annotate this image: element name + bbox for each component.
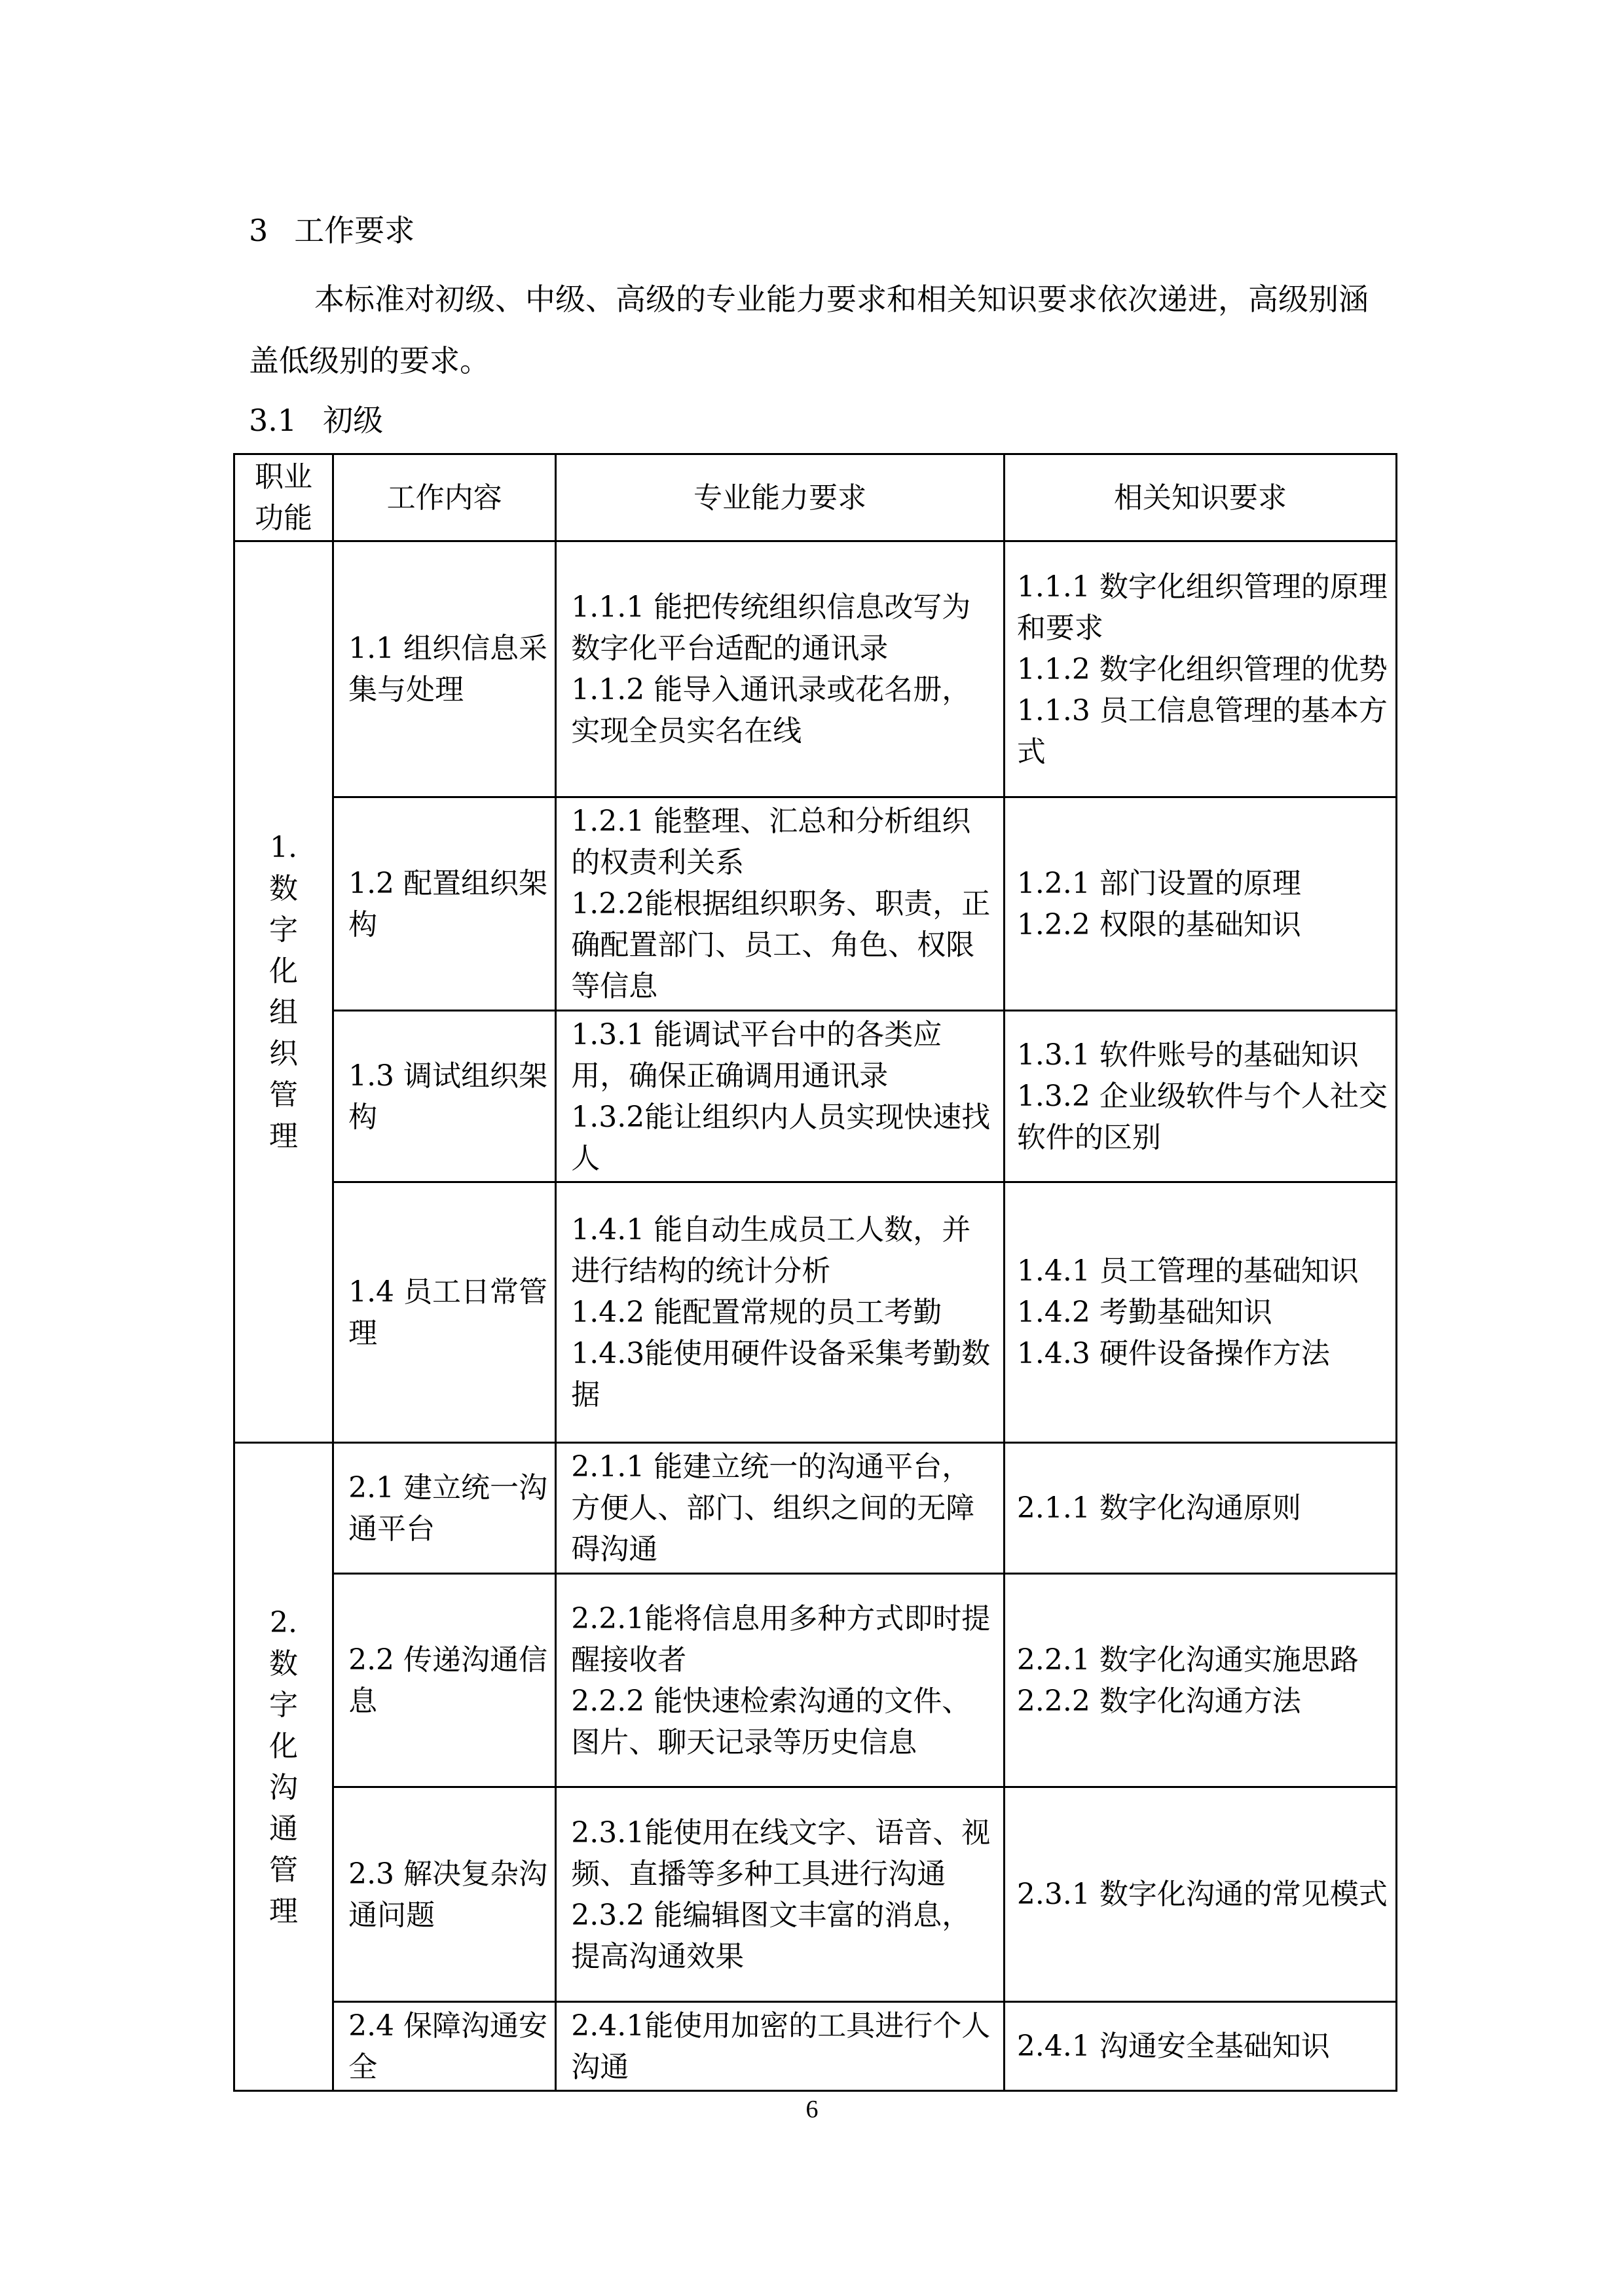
knowledge-cell xyxy=(1004,1443,1396,1574)
skill-item: 1.4.2 能配置常规的员工考勤 xyxy=(571,1296,942,1329)
content-cell: 2.1 建立统一沟通平台 xyxy=(333,1443,556,1574)
skill-item: 2.2.1能将信息用多种方式即时提醒接收者 xyxy=(571,1601,991,1677)
section-heading xyxy=(249,211,415,250)
knowledge-item: 1.4.3 硬件设备操作方法 xyxy=(1016,1337,1330,1370)
knowledge-item: 1.4.2 考勤基础知识 xyxy=(1016,1296,1272,1329)
table-row xyxy=(234,541,1397,797)
skill-item: 1.2.2能根据组织职务、职责，正确配置部门、员工、角色、权限等信息 xyxy=(571,887,991,1003)
knowledge-cell xyxy=(1004,1011,1396,1182)
skill-item: 1.4.1 能自动生成员工人数，并进行结构的统计分析 xyxy=(571,1213,971,1288)
header-function: 职业功能 xyxy=(234,454,333,541)
knowledge-item: 1.3.2 企业级软件与个人社交软件的区别 xyxy=(1016,1080,1388,1154)
section-number: 3 xyxy=(249,213,268,248)
skills-cell xyxy=(556,541,1005,797)
skills-cell xyxy=(556,1443,1005,1574)
skill-item: 1.3.2能让组织内人员实现快速找人 xyxy=(571,1100,991,1175)
table-header-row xyxy=(234,454,1397,541)
skill-item: 1.3.1 能调试平台中的各类应用，确保正确调用通讯录 xyxy=(571,1017,942,1093)
table-row xyxy=(234,797,1397,1011)
intro-paragraph: 本标准对初级、中级、高级的专业能力要求和相关知识要求依次递进，高级别涵盖低级别的要求。 xyxy=(249,282,1369,378)
skills-cell xyxy=(556,797,1005,1011)
table-row xyxy=(234,1787,1397,2002)
skills-cell xyxy=(556,1182,1005,1443)
subsection-heading xyxy=(249,401,383,440)
knowledge-cell xyxy=(1004,1182,1396,1443)
content-cell: 1.1 组织信息采集与处理 xyxy=(333,541,556,797)
knowledge-cell xyxy=(1004,797,1396,1011)
skill-item: 2.4.1能使用加密的工具进行个人沟通 xyxy=(571,2009,991,2084)
function-cell-2: 2.数字化沟通管理 xyxy=(234,1443,333,2091)
skill-item: 1.4.3能使用硬件设备采集考勤数据 xyxy=(571,1337,991,1412)
table-row xyxy=(234,1443,1397,1574)
knowledge-cell xyxy=(1004,1574,1396,1787)
knowledge-item: 1.1.2 数字化组织管理的优势 xyxy=(1016,652,1388,686)
knowledge-item: 1.1.3 员工信息管理的基本方式 xyxy=(1016,693,1388,769)
skill-item: 1.1.1 能把传统组织信息改写为数字化平台适配的通讯录 xyxy=(571,591,971,665)
content-cell: 1.3 调试组织架构 xyxy=(333,1011,556,1182)
table-row xyxy=(234,1574,1397,1787)
knowledge-item: 1.2.1 部门设置的原理 xyxy=(1016,866,1301,900)
table-row xyxy=(234,1011,1397,1182)
knowledge-item: 2.1.1 数字化沟通原则 xyxy=(1016,1491,1301,1525)
skill-item: 1.1.2 能导入通讯录或花名册，实现全员实名在线 xyxy=(571,673,971,748)
content-cell: 1.4 员工日常管理 xyxy=(333,1182,556,1443)
knowledge-item: 1.3.1 软件账号的基础知识 xyxy=(1016,1038,1359,1072)
header-skills: 专业能力要求 xyxy=(556,454,1005,541)
skill-item: 2.1.1 能建立统一的沟通平台，方便人、部门、组织之间的无障碍沟通 xyxy=(571,1450,975,1566)
header-knowledge: 相关知识要求 xyxy=(1004,454,1396,541)
knowledge-item: 1.2.2 权限的基础知识 xyxy=(1016,907,1301,941)
skill-item: 2.3.2 能编辑图文丰富的消息，提高沟通效果 xyxy=(571,1898,971,1973)
knowledge-item: 1.4.1 员工管理的基础知识 xyxy=(1016,1254,1359,1288)
knowledge-item: 2.2.2 数字化沟通方法 xyxy=(1016,1684,1301,1718)
function-cell-1: 1.数字化组织管理 xyxy=(234,541,333,1443)
knowledge-item: 2.3.1 数字化沟通的常见模式 xyxy=(1016,1878,1388,1911)
header-content: 工作内容 xyxy=(333,454,556,541)
subsection-number: 3.1 xyxy=(249,403,297,438)
table-row xyxy=(234,1182,1397,1443)
knowledge-cell xyxy=(1004,1787,1396,2002)
skills-cell xyxy=(556,2002,1005,2091)
skill-item: 2.2.2 能快速检索沟通的文件、图片、聊天记录等历史信息 xyxy=(571,1684,971,1759)
knowledge-item: 2.4.1 沟通安全基础知识 xyxy=(1016,2030,1330,2063)
section-title: 工作要求 xyxy=(294,213,415,248)
skills-cell xyxy=(556,1787,1005,2002)
skills-cell xyxy=(556,1574,1005,1787)
content-cell: 2.4 保障沟通安全 xyxy=(333,2002,556,2091)
content-cell: 2.2 传递沟通信息 xyxy=(333,1574,556,1787)
skills-cell xyxy=(556,1011,1005,1182)
content-cell: 2.3 解决复杂沟通问题 xyxy=(333,1787,556,2002)
subsection-title: 初级 xyxy=(323,403,384,438)
knowledge-item: 1.1.1 数字化组织管理的原理和要求 xyxy=(1016,570,1388,645)
content-cell: 1.2 配置组织架构 xyxy=(333,797,556,1011)
page-number: 6 xyxy=(805,2096,819,2123)
requirements-table xyxy=(233,453,1397,2092)
table-row xyxy=(234,2002,1397,2091)
knowledge-cell xyxy=(1004,2002,1396,2091)
knowledge-cell xyxy=(1004,541,1396,797)
skill-item: 1.2.1 能整理、汇总和分析组织的权责利关系 xyxy=(571,805,971,879)
skill-item: 2.3.1能使用在线文字、语音、视频、直播等多种工具进行沟通 xyxy=(571,1815,991,1891)
knowledge-item: 2.2.1 数字化沟通实施思路 xyxy=(1016,1643,1359,1677)
